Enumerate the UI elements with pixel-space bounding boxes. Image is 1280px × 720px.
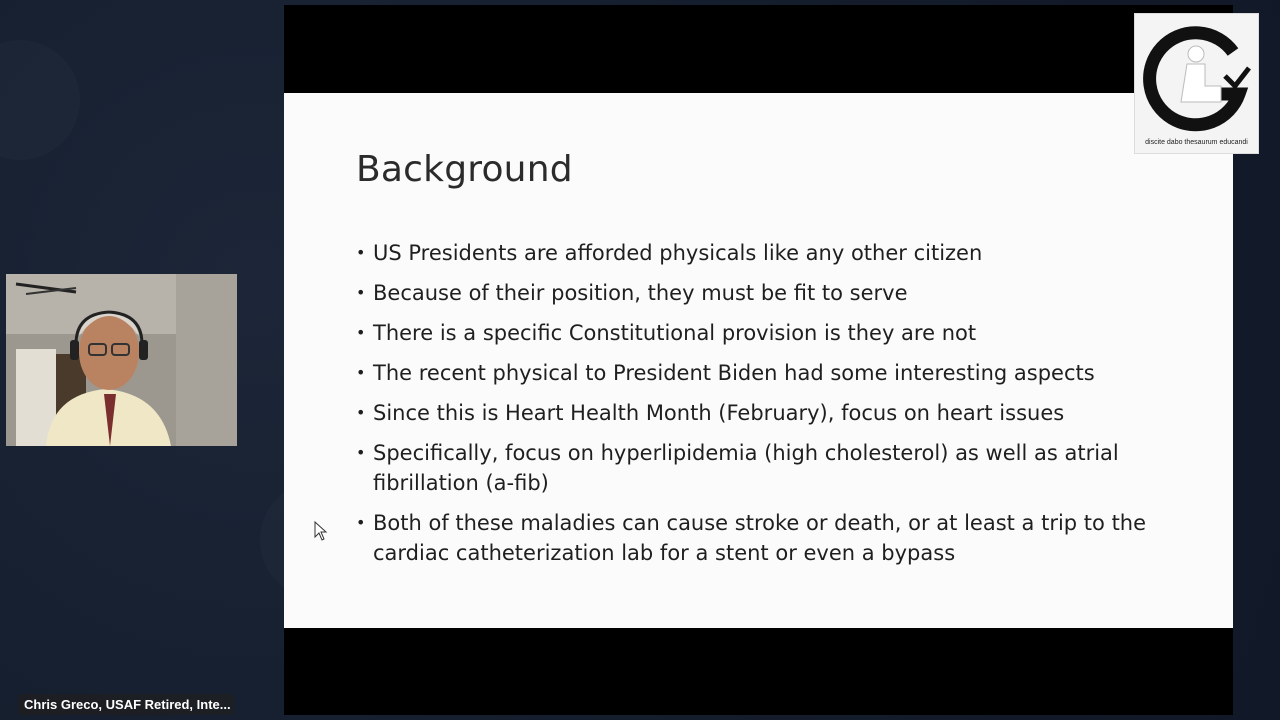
- slide-bullet: [356, 358, 1176, 388]
- slide-bullet: [356, 438, 1176, 498]
- slide-bullet: [356, 508, 1176, 568]
- slide-bullet: [356, 238, 1176, 268]
- slide-title: Background: [356, 149, 573, 190]
- bullet-text: The recent physical to President Biden had some interesting aspects: [373, 361, 1095, 385]
- background-decoration: [0, 40, 80, 160]
- participant-name-label: Chris Greco, USAF Retired, Inte...: [18, 694, 234, 715]
- channel-logo: [1134, 13, 1259, 154]
- participant-video-icon: [6, 274, 237, 446]
- slide-bullet: [356, 278, 1176, 308]
- bullet-text: Both of these maladies can cause stroke or death, or at least a trip to the cardiac catheterization lab for a stent or even a bypass: [373, 511, 1147, 565]
- bullet-dot: •: [356, 323, 366, 342]
- slide-bullet: [356, 398, 1176, 428]
- bullet-text: Because of their position, they must be fit to serve: [373, 281, 908, 305]
- g-logo-icon: [1141, 24, 1253, 136]
- slide-bullet: [356, 318, 1176, 348]
- presentation-slide: [284, 93, 1233, 628]
- bullet-text: Since this is Heart Health Month (February), focus on heart issues: [373, 401, 1065, 425]
- mouse-cursor-icon: [314, 521, 328, 541]
- bullet-dot: •: [356, 363, 366, 382]
- bullet-dot: •: [356, 283, 366, 302]
- bullet-text: US Presidents are afforded physicals like any other citizen: [373, 241, 983, 265]
- bullet-text: Specifically, focus on hyperlipidemia (high cholesterol) as well as atrial fibrillation (a-fib): [373, 441, 1119, 495]
- participant-video-tile[interactable]: [6, 274, 237, 712]
- bullet-dot: •: [356, 243, 366, 262]
- screen-share-frame: [284, 5, 1233, 715]
- bullet-dot: •: [356, 403, 366, 422]
- bullet-text: There is a specific Constitutional provision is they are not: [373, 321, 977, 345]
- bullet-dot: •: [356, 443, 366, 462]
- bullet-dot: •: [356, 513, 366, 532]
- slide-bullet-list: [356, 238, 1176, 578]
- logo-motto: discite dabo thesaurum educandi: [1145, 139, 1248, 146]
